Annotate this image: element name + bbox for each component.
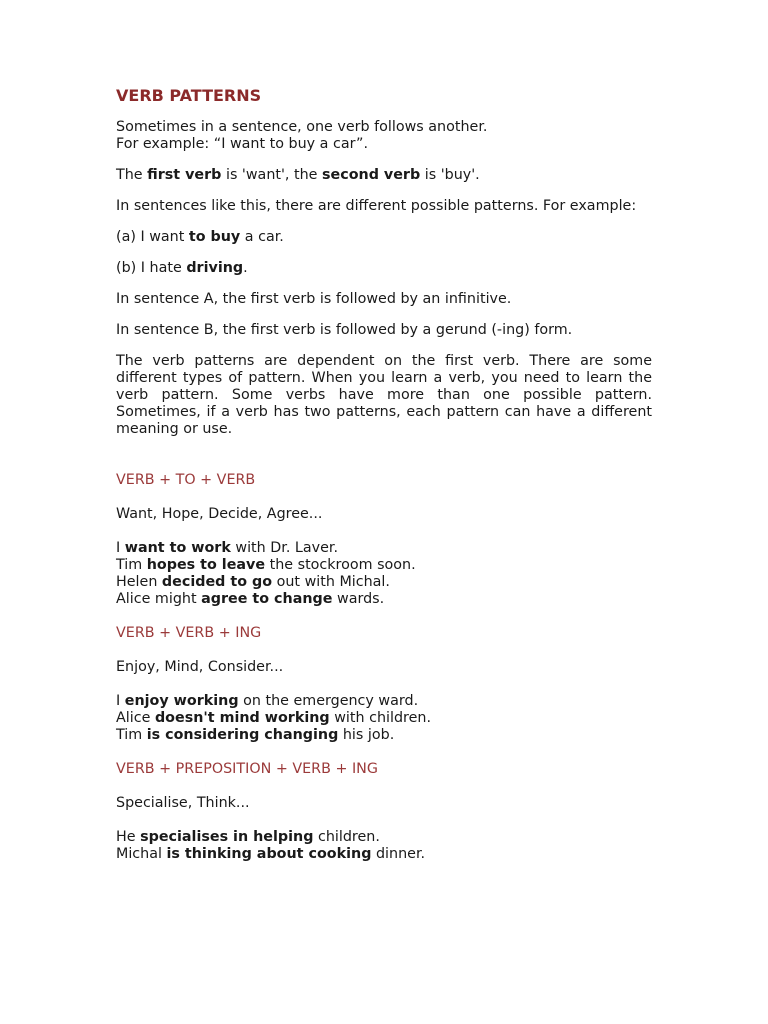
text-segment: (a) I want (116, 229, 189, 245)
text-segment: his job. (338, 727, 395, 743)
sentence-a-note: In sentence A, the first verb is followed by an infinitive. (116, 291, 512, 307)
section-verbs: Enjoy, Mind, Consider... (116, 659, 284, 675)
text-segment: Tim (116, 727, 147, 743)
example-line (116, 540, 652, 557)
patterns-intro-paragraph: In sentences like this, there are different possible patterns. For example: (116, 198, 637, 214)
text-segment: the stockroom soon. (265, 557, 416, 573)
text-segment: . (243, 260, 248, 276)
section-heading: VERB + VERB + ING (116, 625, 262, 641)
bold-phrase: is thinking about cooking (166, 846, 372, 862)
dependency-paragraph: The verb patterns are dependent on the first verb. There are some different types of pattern. When you learn a verb, you need to learn the verb pattern. Some verbs have more than one possible pattern. Sometimes, if a verb has two patterns, each pattern can have a different meaning or use. (116, 353, 652, 437)
bold-phrase: want to work (124, 540, 231, 556)
example-line (116, 693, 652, 710)
text-segment: The (116, 167, 148, 183)
text-segment: I (116, 693, 125, 709)
bold-phrase: driving (186, 260, 244, 276)
first-second-verb-paragraph (116, 167, 652, 184)
text-segment: He (116, 829, 141, 845)
text-segment: is 'buy'. (420, 167, 480, 183)
section-heading: VERB + PREPOSITION + VERB + ING (116, 761, 378, 777)
example-line (116, 710, 652, 727)
intro-line-1: Sometimes in a sentence, one verb follows another. (116, 119, 488, 135)
text-segment: a car. (240, 229, 284, 245)
example-line (116, 591, 652, 608)
text-segment: children. (313, 829, 380, 845)
example-line (116, 727, 652, 744)
text-segment: Helen (116, 574, 162, 590)
text-segment: Alice might (116, 591, 202, 607)
example-line (116, 574, 652, 591)
section-examples (116, 540, 652, 608)
section-verbs: Want, Hope, Decide, Agree... (116, 506, 323, 522)
text-segment: dinner. (371, 846, 426, 862)
text-segment: is 'want', the (221, 167, 323, 183)
text-segment: Tim (116, 557, 147, 573)
sentence-b-note: In sentence B, the first verb is followed by a gerund (-ing) form. (116, 322, 573, 338)
example-line (116, 846, 652, 863)
intro-paragraph (116, 119, 652, 153)
text-segment: Alice (116, 710, 155, 726)
bold-phrase: to buy (188, 229, 241, 245)
text-segment: (b) I hate (116, 260, 187, 276)
text-segment: on the emergency ward. (238, 693, 419, 709)
section-examples (116, 829, 652, 863)
text-segment: Michal (116, 846, 167, 862)
bold-phrase: doesn't mind working (154, 710, 330, 726)
example-line (116, 557, 652, 574)
page-title: VERB PATTERNS (116, 86, 262, 105)
text-segment: out with Michal. (272, 574, 390, 590)
example-a (116, 229, 652, 246)
text-segment: I (116, 540, 125, 556)
intro-line-2: For example: “I want to buy a car”. (116, 136, 369, 152)
text-segment: with children. (329, 710, 431, 726)
section-heading: VERB + TO + VERB (116, 472, 256, 488)
bold-phrase: hopes to leave (146, 557, 266, 573)
bold-second-verb: second verb (322, 167, 421, 183)
bold-first-verb: first verb (147, 167, 222, 183)
example-b (116, 260, 652, 277)
bold-phrase: specialises in helping (140, 829, 314, 845)
section-examples (116, 693, 652, 744)
text-segment: wards. (332, 591, 385, 607)
bold-phrase: is considering changing (146, 727, 339, 743)
bold-phrase: enjoy working (124, 693, 239, 709)
bold-phrase: decided to go (161, 574, 273, 590)
bold-phrase: agree to change (201, 591, 333, 607)
section-verbs: Specialise, Think... (116, 795, 250, 811)
example-line (116, 829, 652, 846)
text-segment: with Dr. Laver. (230, 540, 339, 556)
